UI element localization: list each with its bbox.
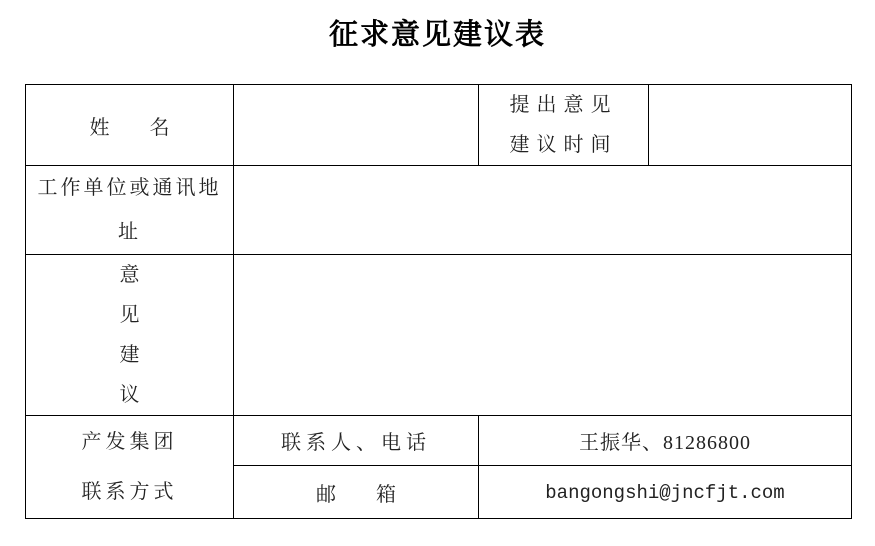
address-value-cell <box>234 166 852 255</box>
page-title: 征求意见建议表 <box>328 19 546 51</box>
phone-label: 联系人、电话 <box>281 432 431 454</box>
phone-value-cell <box>479 416 852 466</box>
suggestion-label-char4: 议 <box>119 384 140 406</box>
contact-group-label-line2: 联系方式 <box>81 481 178 503</box>
name-value-cell <box>234 85 479 166</box>
email-label-cell <box>234 466 479 519</box>
suggest-time-label-cell <box>479 85 649 166</box>
phone-value: 王振华、81286800 <box>579 432 751 454</box>
suggestion-label-char3: 建 <box>119 344 140 366</box>
suggest-time-label-line2: 建议时间 <box>509 134 618 156</box>
address-label-cell <box>26 166 234 255</box>
feedback-form-table <box>25 84 852 519</box>
suggest-time-value-cell <box>649 85 852 166</box>
suggestion-label-char2: 见 <box>119 304 140 326</box>
contact-group-label-cell <box>26 416 234 519</box>
email-value: bangongshi@jncfjt.com <box>545 481 785 504</box>
suggest-time-label-line1: 提出意见 <box>509 94 618 116</box>
email-label: 邮 箱 <box>316 483 396 506</box>
email-value-cell <box>479 466 852 519</box>
table-row <box>26 166 852 255</box>
address-label: 工作单位或通讯地址 <box>37 177 222 243</box>
suggestion-label-char1: 意 <box>119 264 140 286</box>
suggestion-label-cell <box>26 255 234 416</box>
table-row <box>26 85 852 166</box>
suggestion-value-cell <box>234 255 852 416</box>
table-row <box>26 416 852 466</box>
name-label-cell <box>26 85 234 166</box>
table-row <box>26 255 852 416</box>
phone-label-cell <box>234 416 479 466</box>
name-label: 姓 名 <box>89 116 170 139</box>
contact-group-label-line1: 产发集团 <box>81 431 178 453</box>
